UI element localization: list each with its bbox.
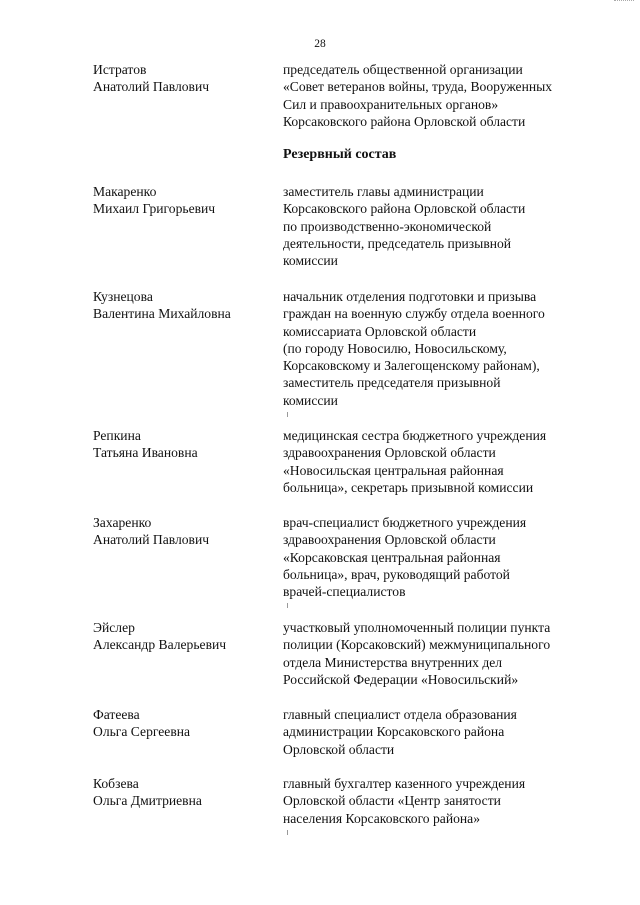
surname: Захаренко: [93, 515, 152, 530]
role-line: Российской Федерации «Новосильский»: [283, 671, 519, 687]
role-line: Корсаковского района Орловской области: [283, 113, 526, 129]
member-name: [93, 706, 273, 741]
member-role: [283, 183, 603, 269]
scan-artifact: [287, 603, 288, 608]
role-line: Корсаковского района Орловской области: [283, 201, 526, 217]
given-names: Валентина Михайловна: [93, 306, 231, 322]
role-line: врач-специалист бюджетного учреждения: [283, 515, 527, 530]
member-name: [93, 288, 273, 323]
member-name: [93, 183, 273, 218]
given-names: Александр Валерьевич: [93, 637, 227, 653]
member-role: [283, 514, 603, 600]
role-line: больница», секретарь призывной комиссии: [283, 479, 534, 495]
role-line: медицинская сестра бюджетного учреждения: [283, 428, 547, 443]
role-line: населения Корсаковского района»: [283, 810, 481, 826]
given-names: Татьяна Ивановна: [93, 445, 198, 461]
role-line: деятельности, председатель призывной: [283, 235, 512, 251]
member-role: [283, 706, 603, 758]
member-name: [93, 619, 273, 654]
role-line: администрации Корсаковского района: [283, 724, 505, 740]
role-line: комиссариата Орловской области: [283, 323, 477, 339]
scan-artifact: [287, 830, 288, 835]
role-line: заместитель председателя призывной: [283, 375, 501, 391]
given-names: Анатолий Павлович: [93, 79, 210, 95]
role-line: врачей-специалистов: [283, 584, 406, 600]
role-line: (по городу Новосилю, Новосильскому,: [283, 340, 507, 356]
surname: Эйслер: [93, 620, 135, 635]
role-line: Орловской области «Центр занятости: [283, 793, 501, 809]
surname: Кобзева: [93, 776, 139, 791]
role-line: «Корсаковская центральная районная: [283, 549, 501, 565]
role-line: граждан на военную службу отдела военного: [283, 306, 545, 322]
role-line: участковый уполномоченный полиции пункта: [283, 620, 551, 635]
role-line: председатель общественной организации: [283, 62, 523, 77]
role-line: Сил и правоохранительных органов»: [283, 96, 499, 112]
given-names: Ольга Дмитриевна: [93, 793, 202, 809]
role-line: комиссии: [283, 392, 338, 408]
role-line: больница», врач, руководящий работой: [283, 566, 510, 582]
member-name: [93, 427, 273, 462]
role-line: заместитель главы администрации: [283, 184, 484, 199]
role-line: начальник отделения подготовки и призыва: [283, 289, 537, 304]
member-name: [93, 514, 273, 549]
surname: Кузнецова: [93, 289, 153, 304]
role-line: по производственно-экономической: [283, 218, 492, 234]
member-role: [283, 619, 603, 688]
role-line: комиссии: [283, 253, 338, 269]
role-line: Орловской области: [283, 741, 395, 757]
member-role: [283, 775, 603, 827]
scan-artifact: [287, 412, 288, 417]
surname: Макаренко: [93, 184, 157, 199]
role-line: здравоохранения Орловской области: [283, 532, 496, 548]
role-line: здравоохранения Орловской области: [283, 445, 496, 461]
role-line: отдела Министерства внутренних дел: [283, 654, 503, 670]
role-line: главный специалист отдела образования: [283, 707, 517, 722]
member-role: [283, 61, 603, 130]
surname: Репкина: [93, 428, 141, 443]
surname: Фатеева: [93, 707, 140, 722]
role-line: «Новосильская центральная районная: [283, 462, 504, 478]
role-line: «Совет ветеранов войны, труда, Вооруженных: [283, 79, 553, 95]
page-number: 28: [314, 38, 326, 50]
member-name: [93, 775, 273, 810]
role-line: главный бухгалтер казенного учреждения: [283, 776, 526, 791]
member-role: [283, 427, 603, 496]
given-names: Анатолий Павлович: [93, 532, 210, 548]
role-line: полиции (Корсаковский) межмуниципального: [283, 637, 551, 653]
given-names: Михаил Григорьевич: [93, 201, 216, 217]
scan-artifact: [614, 0, 634, 3]
given-names: Ольга Сергеевна: [93, 724, 191, 740]
role-line: Корсаковскому и Залегощенскому районам),: [283, 358, 540, 374]
surname: Истратов: [93, 62, 147, 77]
member-role: [283, 288, 603, 409]
section-heading: Резервный состав: [283, 147, 397, 162]
member-name: [93, 61, 273, 96]
